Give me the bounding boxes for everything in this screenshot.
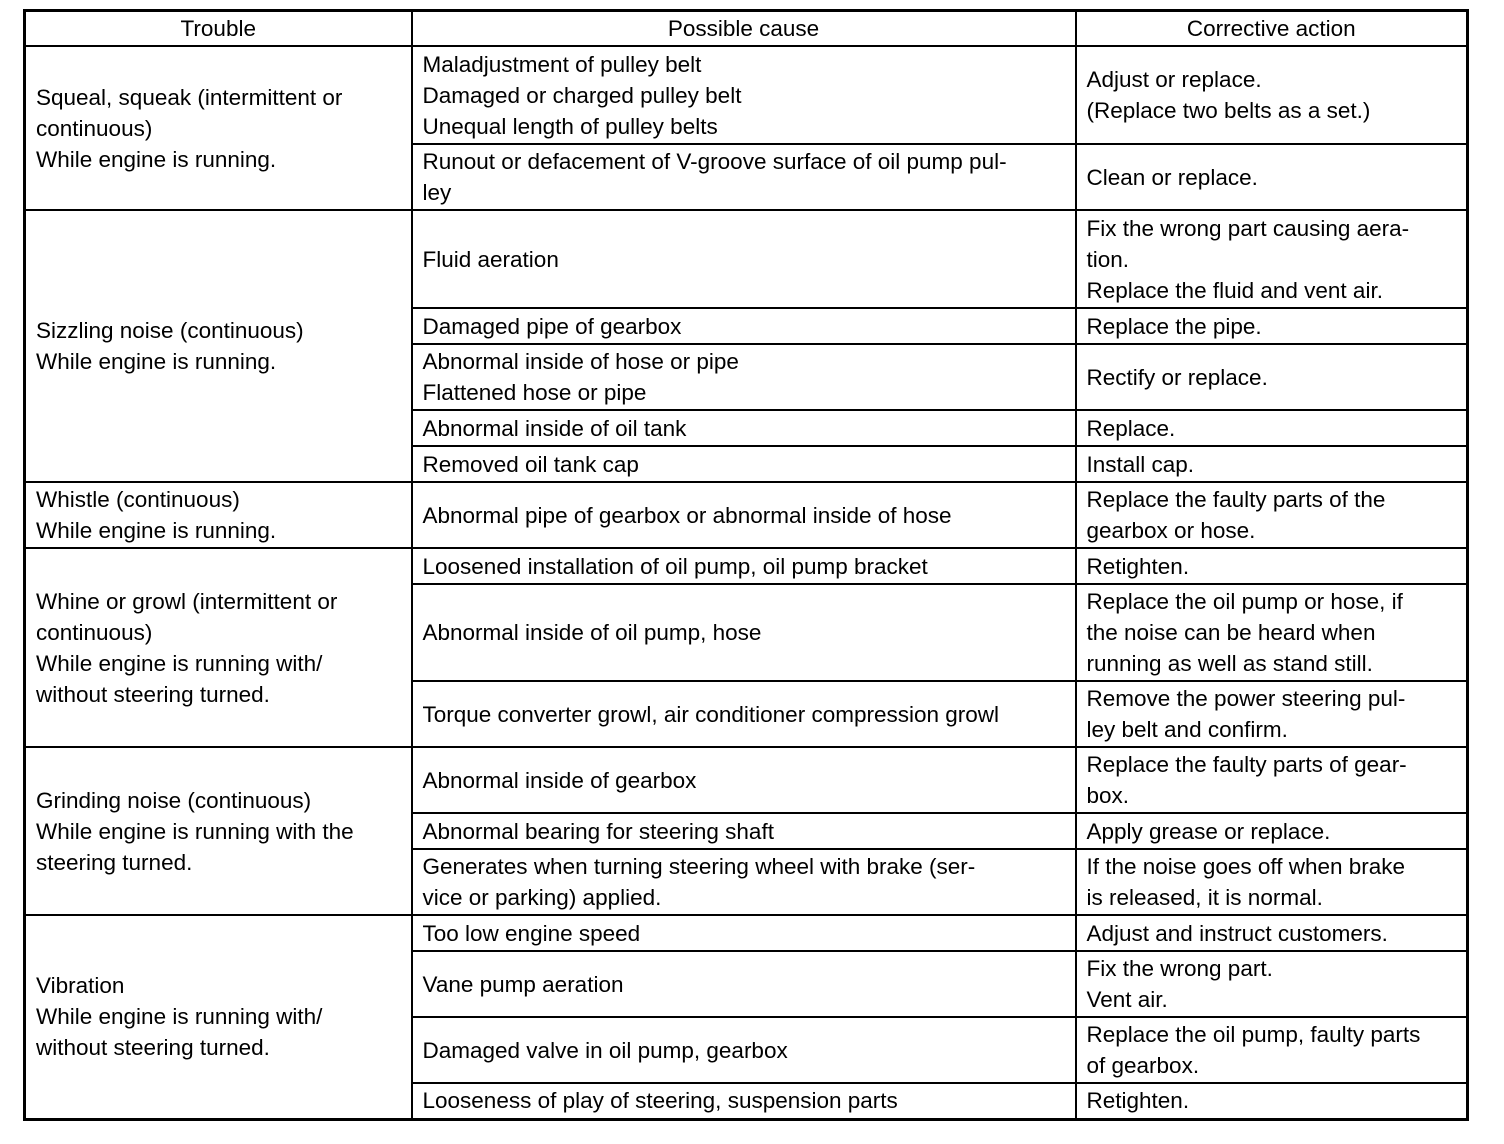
- action-cell: Retighten.: [1076, 1083, 1468, 1119]
- action-cell: Remove the power steering pul- ley belt and confirm.: [1076, 681, 1468, 747]
- trouble-cell: Vibration While engine is running with/ without steering turned.: [25, 915, 412, 1119]
- action-cell: Replace the pipe.: [1076, 308, 1468, 344]
- table-row: [25, 482, 1468, 548]
- action-cell: Adjust or replace. (Replace two belts as a set.): [1076, 46, 1468, 144]
- cause-cell: Abnormal bearing for steering shaft: [412, 813, 1076, 849]
- cause-cell: Generates when turning steering wheel with brake (ser- vice or parking) applied.: [412, 849, 1076, 915]
- cause-cell: Abnormal inside of oil tank: [412, 410, 1076, 446]
- header-cause: Possible cause: [412, 11, 1076, 47]
- cause-cell: Too low engine speed: [412, 915, 1076, 951]
- cause-cell: Vane pump aeration: [412, 951, 1076, 1017]
- cause-cell: Looseness of play of steering, suspension parts: [412, 1083, 1076, 1119]
- action-cell: Replace the faulty parts of the gearbox or hose.: [1076, 482, 1468, 548]
- action-cell: If the noise goes off when brake is released, it is normal.: [1076, 849, 1468, 915]
- action-cell: Replace the oil pump or hose, if the noise can be heard when running as well as stand still.: [1076, 584, 1468, 681]
- action-cell: Replace the oil pump, faulty parts of gearbox.: [1076, 1017, 1468, 1083]
- cause-cell: Abnormal pipe of gearbox or abnormal inside of hose: [412, 482, 1076, 548]
- action-cell: Install cap.: [1076, 446, 1468, 482]
- header-row: [25, 11, 1468, 47]
- table-row: [25, 548, 1468, 584]
- trouble-cell: Grinding noise (continuous) While engine is running with the steering turned.: [25, 747, 412, 915]
- table-row: [25, 46, 1468, 144]
- header-trouble: Trouble: [25, 11, 412, 47]
- action-cell: Retighten.: [1076, 548, 1468, 584]
- header-action: Corrective action: [1076, 11, 1468, 47]
- cause-cell: Abnormal inside of hose or pipe Flattened hose or pipe: [412, 344, 1076, 410]
- cause-cell: Abnormal inside of oil pump, hose: [412, 584, 1076, 681]
- trouble-cell: Whistle (continuous) While engine is running.: [25, 482, 412, 548]
- cause-cell: Abnormal inside of gearbox: [412, 747, 1076, 813]
- table-row: [25, 210, 1468, 308]
- trouble-cell: Sizzling noise (continuous) While engine is running.: [25, 210, 412, 482]
- action-cell: Replace.: [1076, 410, 1468, 446]
- cause-cell: Removed oil tank cap: [412, 446, 1076, 482]
- action-cell: Replace the faulty parts of gear- box.: [1076, 747, 1468, 813]
- action-cell: Clean or replace.: [1076, 144, 1468, 210]
- trouble-cell: Squeal, squeak (intermittent or continuous) While engine is running.: [25, 46, 412, 210]
- action-cell: Fix the wrong part causing aera- tion. Replace the fluid and vent air.: [1076, 210, 1468, 308]
- cause-cell: Torque converter growl, air conditioner compression growl: [412, 681, 1076, 747]
- cause-cell: Fluid aeration: [412, 210, 1076, 308]
- cause-cell: Runout or defacement of V-groove surface of oil pump pul- ley: [412, 144, 1076, 210]
- action-cell: Adjust and instruct customers.: [1076, 915, 1468, 951]
- table-row: [25, 747, 1468, 813]
- trouble-cell: Whine or growl (intermittent or continuous) While engine is running with/ without steering turned.: [25, 548, 412, 747]
- cause-cell: Maladjustment of pulley belt Damaged or charged pulley belt Unequal length of pulley belts: [412, 46, 1076, 144]
- cause-cell: Damaged pipe of gearbox: [412, 308, 1076, 344]
- cause-cell: Damaged valve in oil pump, gearbox: [412, 1017, 1076, 1083]
- action-cell: Apply grease or replace.: [1076, 813, 1468, 849]
- table-body: [25, 46, 1468, 1119]
- table-row: [25, 915, 1468, 951]
- troubleshooting-table: [23, 9, 1469, 1121]
- cause-cell: Loosened installation of oil pump, oil pump bracket: [412, 548, 1076, 584]
- action-cell: Fix the wrong part. Vent air.: [1076, 951, 1468, 1017]
- action-cell: Rectify or replace.: [1076, 344, 1468, 410]
